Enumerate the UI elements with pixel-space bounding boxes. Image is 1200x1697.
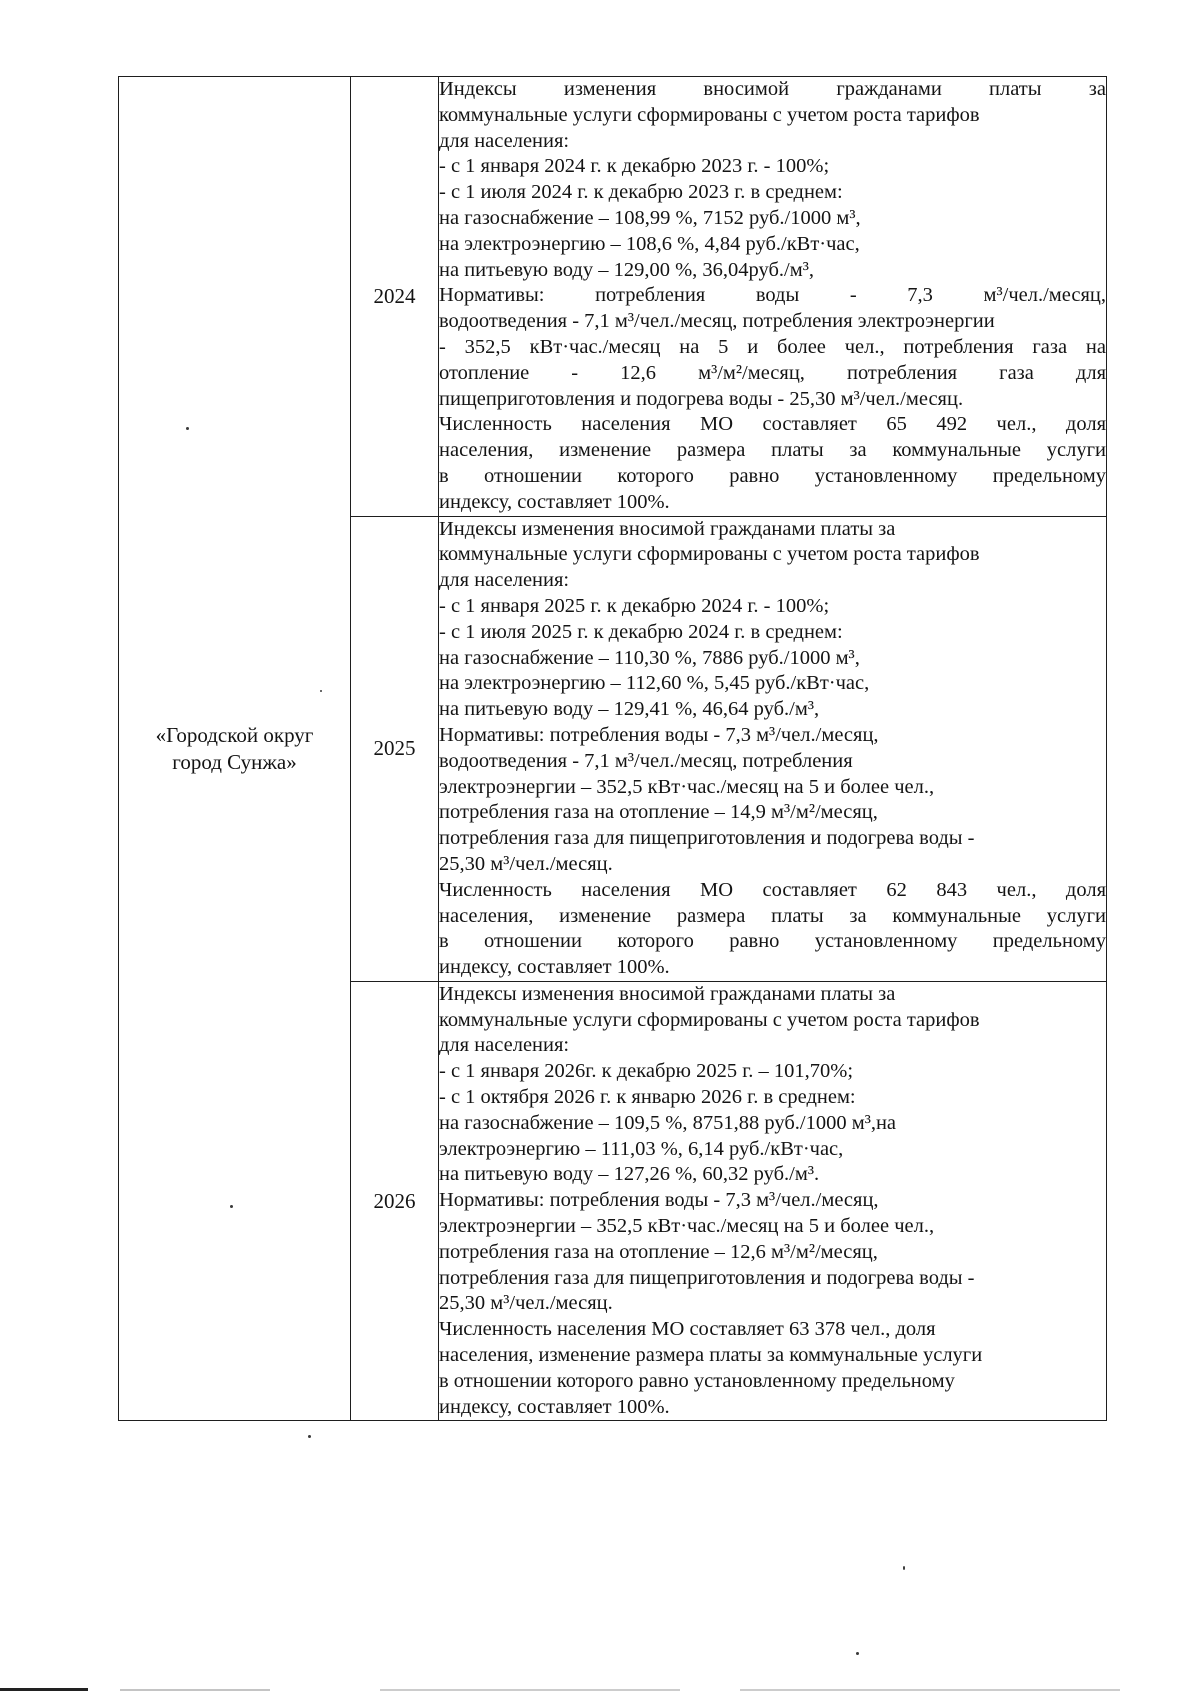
scan-edge-line [380,1689,680,1691]
description-line: 25,30 м³/чел./месяц. [439,1292,613,1315]
scan-speck [320,690,322,692]
description-line: Нормативы: потребления воды - 7,3 м³/чел./месяц, [439,1189,879,1212]
description-line: в отношении которого равно установленному предельному [439,464,1106,487]
description-line: Индексы изменения вносимой гражданами платы за [439,517,896,540]
description-line: в отношении которого равно установленному предельному [439,930,1106,953]
description-cell [439,77,1107,517]
scan-speck [856,1652,859,1655]
description-line: на газоснабжение – 109,5 %, 8751,88 руб./1000 м³,на [439,1111,897,1134]
scan-speck [308,1435,311,1438]
description-line: коммунальные услуги сформированы с учетом роста тарифов [439,543,980,566]
description-line: для населения: [439,569,570,592]
year-cell: 2025 [351,516,439,981]
municipality-line: «Городской округ [155,722,314,747]
description-cell [439,516,1107,981]
description-line: - с 1 июля 2025 г. к декабрю 2024 г. в среднем: [439,620,843,643]
description-line: Индексы изменения вносимой гражданами платы за [439,78,1106,100]
description-line: на электроэнергию – 108,6 %, 4,84 руб./кВт·час, [439,232,860,255]
description-line: на газоснабжение – 108,99 %, 7152 руб./1000 м³, [439,206,861,229]
description-line: - с 1 октября 2026 г. к январю 2026 г. в среднем: [439,1086,856,1109]
description-line: населения, изменение размера платы за коммунальные услуги [439,1344,983,1367]
description-line: коммунальные услуги сформированы с учетом роста тарифов [439,1008,980,1031]
description-line: коммунальные услуги сформированы с учетом роста тарифов [439,103,980,126]
description-line: - с 1 января 2025 г. к декабрю 2024 г. - 100%; [439,594,830,617]
description-line: Индексы изменения вносимой гражданами платы за [439,982,896,1005]
description-line: для населения: [439,1034,570,1057]
description-line: водоотведения - 7,1 м³/чел./месяц, потребления электроэнергии [439,310,995,333]
description-line: потребления газа на отопление – 14,9 м³/м²/месяц, [439,801,878,824]
description-line: пищеприготовления и подогрева воды - 25,30 м³/чел./месяц. [439,387,964,410]
municipality-cell [119,77,351,1421]
description-line: потребления газа для пищеприготовления и подогрева воды - [439,1266,975,1289]
description-line: Численность населения МО составляет 62 843 чел., доля [439,878,1106,901]
description-line: - 352,5 кВт·час./месяц на 5 и более чел., потребления газа на [439,335,1106,358]
description-line: электроэнергии – 352,5 кВт·час./месяц на 5 и более чел., [439,1215,935,1238]
table-row [119,77,1107,517]
description-line: - с 1 января 2026г. к декабрю 2025 г. – 101,70%; [439,1060,854,1083]
description-line: отопление - 12,6 м³/м²/месяц, потребления газа для [439,361,1106,384]
municipality-line: город Сунжа» [172,749,297,774]
description-line: на питьевую воду – 129,00 %, 36,04руб./м³, [439,258,814,281]
year-cell: 2024 [351,77,439,517]
description-line: на питьевую воду – 127,26 %, 60,32 руб./м³. [439,1163,820,1186]
description-line: 25,30 м³/чел./месяц. [439,852,613,875]
description-line: потребления газа для пищеприготовления и подогрева воды - [439,827,975,850]
description-line: индексу, составляет 100%. [439,1395,670,1418]
description-line: индексу, составляет 100%. [439,956,670,979]
description-line: Нормативы: потребления воды - 7,3 м³/чел./месяц, [439,723,879,746]
description-line: - с 1 июля 2024 г. к декабрю 2023 г. в среднем: [439,181,843,204]
scan-edge-line [740,1689,1120,1691]
scan-speck [186,427,189,430]
description-line: водоотведения - 7,1 м³/чел./месяц, потребления [439,749,853,772]
description-line: Нормативы: потребления воды - 7,3 м³/чел./месяц, [439,284,1106,307]
description-line: Численность населения МО составляет 65 492 чел., доля [439,413,1106,436]
description-line: на питьевую воду – 129,41 %, 46,64 руб./м³, [439,698,820,721]
scan-speck [230,1205,233,1208]
description-line: индексу, составляет 100%. [439,490,670,513]
year-cell: 2026 [351,981,439,1421]
description-line: населения, изменение размера платы за коммунальные услуги [439,904,1106,927]
description-line: Численность населения МО составляет 63 378 чел., доля [439,1318,936,1341]
description-line: в отношении которого равно установленному предельному [439,1369,955,1392]
description-line: потребления газа на отопление – 12,6 м³/м²/месяц, [439,1240,878,1263]
description-cell [439,981,1107,1421]
scan-edge-line [0,1688,88,1691]
scan-edge-line [120,1689,270,1691]
scan-speck [903,1566,905,1570]
description-line: на газоснабжение – 110,30 %, 7886 руб./1000 м³, [439,646,860,669]
description-line: электроэнергии – 352,5 кВт·час./месяц на 5 и более чел., [439,775,935,798]
tariff-table [118,76,1107,1421]
description-line: населения, изменение размера платы за коммунальные услуги [439,439,1106,462]
description-line: - с 1 января 2024 г. к декабрю 2023 г. - 100%; [439,155,830,178]
description-line: на электроэнергию – 112,60 %, 5,45 руб./кВт·час, [439,672,870,695]
description-line: для населения: [439,129,570,152]
description-line: электроэнергию – 111,03 %, 6,14 руб./кВт·час, [439,1137,844,1160]
